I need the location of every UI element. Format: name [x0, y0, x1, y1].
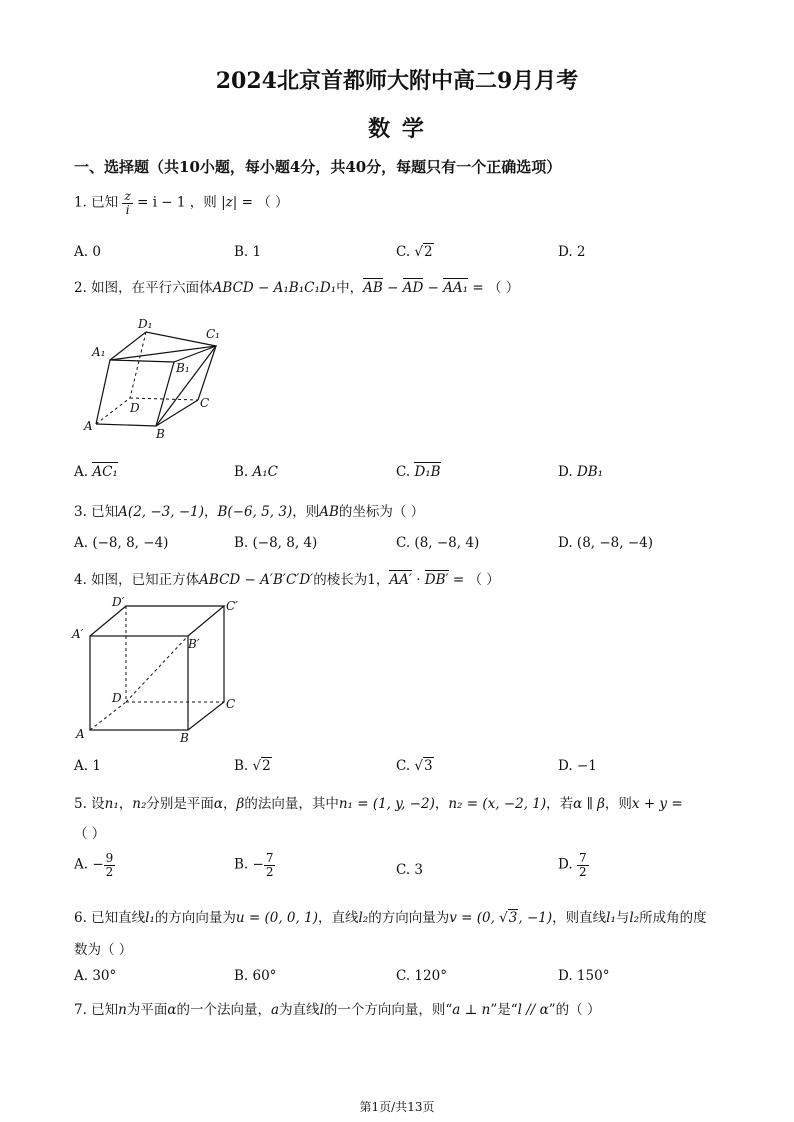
question-2: 2. 如图，在平行六面体ABCD − A₁B₁C₁D₁中，AB − AD − AA₁ = （ ）: [74, 280, 520, 296]
q2-body: ABCD − A₁B₁C₁D₁: [212, 280, 337, 296]
q5-option-a[interactable]: A. − $\frac{9}{2}$: [74, 851, 114, 879]
q5-eq1: n₁ = (1, y, −2): [338, 796, 435, 812]
q4-vec-db: DB′: [424, 572, 449, 588]
question-5: 5. 设n₁，n₂分别是平面α，β的法向量，其中n₁ = (1, y, −2)，n₂ = (x, −2, 1)，若α ∥ β，则x + y =: [74, 796, 683, 812]
q5-n1: n₁: [104, 796, 119, 812]
label-a1: A₁: [92, 345, 106, 359]
q1-rhs: = i − 1: [137, 194, 186, 211]
q2-option-a[interactable]: A. AC₁: [74, 464, 118, 480]
label-c-prime: C′: [226, 599, 238, 613]
parallelepiped-figure: [74, 314, 234, 444]
label-d: D: [130, 401, 140, 415]
q3-option-b[interactable]: B. (−8, 8, 4): [234, 535, 318, 551]
q5-paren: （ ）: [74, 826, 106, 842]
q2-vec-ad: AD: [402, 280, 424, 296]
q6-option-a[interactable]: A. 30°: [74, 968, 117, 984]
q1-mid: ，则: [189, 194, 217, 211]
q6-option-b[interactable]: B. 60°: [234, 968, 277, 984]
label-b1: B₁: [176, 361, 190, 375]
q2-option-b[interactable]: B. A₁C: [234, 464, 279, 480]
label-b: B: [180, 731, 189, 745]
question-6: 6. 已知直线l₁的方向向量为u = (0, 0, 1)，直线l₂的方向向量为v = (0, √3, −1)，则直线l₁与l₂所成角的度: [74, 910, 707, 926]
question-7: 7. 已知n为平面α的一个法向量，a为直线l的一个方向向量，则“a ⊥ n”是“l // α”的（ ）: [74, 1002, 601, 1018]
page-footer: 第1页/共13页: [359, 1100, 435, 1114]
q3-point-b: B(−6, 5, 3): [217, 504, 293, 520]
question-3: 3. 已知A(2, −3, −1)，B(−6, 5, 3)，则AB的坐标为（ ）: [74, 504, 425, 520]
q5-eq2: n₂ = (x, −2, 1): [448, 796, 547, 812]
q4-body: ABCD − A′B′C′D′: [199, 572, 314, 588]
q1-option-d[interactable]: D. 2: [558, 244, 586, 260]
diagonal-db: [126, 636, 188, 702]
cube-top-face: [90, 606, 224, 636]
section-heading: 一、选择题（共10小题，每小题4分，共40分，每题只有一个正确选项）: [74, 158, 562, 176]
subject-title: 数 学: [368, 116, 426, 142]
q6-v: v = (0, √3, −1): [449, 910, 553, 926]
question-4: 4. 如图，已知正方体ABCD − A′B′C′D′的棱长为1，AA′ · DB′ = （ ）: [74, 572, 500, 588]
label-d: D: [112, 691, 122, 705]
label-c1: C₁: [206, 327, 220, 341]
edge-c1-c: [198, 346, 216, 400]
q6-u: u = (0, 0, 1): [235, 910, 318, 926]
cube-front-face: [90, 636, 188, 730]
q6-option-d[interactable]: D. 150°: [558, 968, 610, 984]
q1-absz: |z| =: [221, 194, 253, 211]
q4-option-a[interactable]: A. 1: [74, 758, 101, 774]
label-b-prime: B′: [188, 637, 200, 651]
q5-option-c[interactable]: C. 3: [396, 862, 424, 878]
q2-vec-aa1: AA₁: [443, 280, 469, 296]
q6-line2: 数为（ ）: [74, 942, 133, 958]
q2-option-d[interactable]: D. DB₁: [558, 464, 604, 480]
label-a-prime: A′: [72, 627, 84, 641]
q2-option-c[interactable]: C. D₁B: [396, 464, 441, 480]
q3-vec-ab: AB: [319, 504, 339, 520]
q1-option-c[interactable]: C. √2: [396, 244, 433, 260]
q3-option-d[interactable]: D. (8, −8, −4): [558, 535, 654, 551]
q2-vec-ab: AB: [363, 280, 383, 296]
q1-option-a[interactable]: A. 0: [74, 244, 101, 260]
q5-n2: n₂: [132, 796, 147, 812]
q6-option-c[interactable]: C. 120°: [396, 968, 447, 984]
page-title: 2024北京首都师大附中高二9月月考: [215, 68, 579, 94]
q1-option-b[interactable]: B. 1: [234, 244, 262, 260]
front-face: [96, 346, 216, 426]
q4-option-c[interactable]: C. √3: [396, 758, 433, 774]
q1-paren: （ ）: [257, 194, 289, 211]
label-d1: D₁: [138, 317, 153, 331]
hidden-edge-ad: [90, 702, 126, 730]
label-b: B: [156, 427, 165, 441]
q1-prefix: 1. 已知: [74, 194, 119, 211]
q5-option-b[interactable]: B. − $\frac{7}{2}$: [234, 851, 274, 879]
q4-option-d[interactable]: D. −1: [558, 758, 597, 774]
q3-option-c[interactable]: C. (8, −8, 4): [396, 535, 480, 551]
cube-right-face: [188, 606, 224, 730]
label-c: C: [200, 396, 210, 410]
top-edges: [110, 332, 216, 360]
q1-fraction: $\frac{z}{i}$: [124, 189, 131, 217]
label-a: A: [84, 419, 93, 433]
label-c: C: [226, 697, 236, 711]
cube-figure: [70, 592, 250, 752]
label-a: A: [76, 727, 85, 741]
q5-option-d[interactable]: D. $\frac{7}{2}$: [558, 851, 587, 879]
q4-vec-aa: AA′: [389, 572, 412, 588]
q4-option-b[interactable]: B. √2: [234, 758, 271, 774]
question-1: [74, 190, 289, 216]
q3-point-a: A(2, −3, −1): [118, 504, 205, 520]
label-d-prime: D′: [112, 595, 125, 609]
q3-option-a[interactable]: A. (−8, 8, −4): [74, 535, 169, 551]
edge-a1-b1: [110, 360, 174, 362]
